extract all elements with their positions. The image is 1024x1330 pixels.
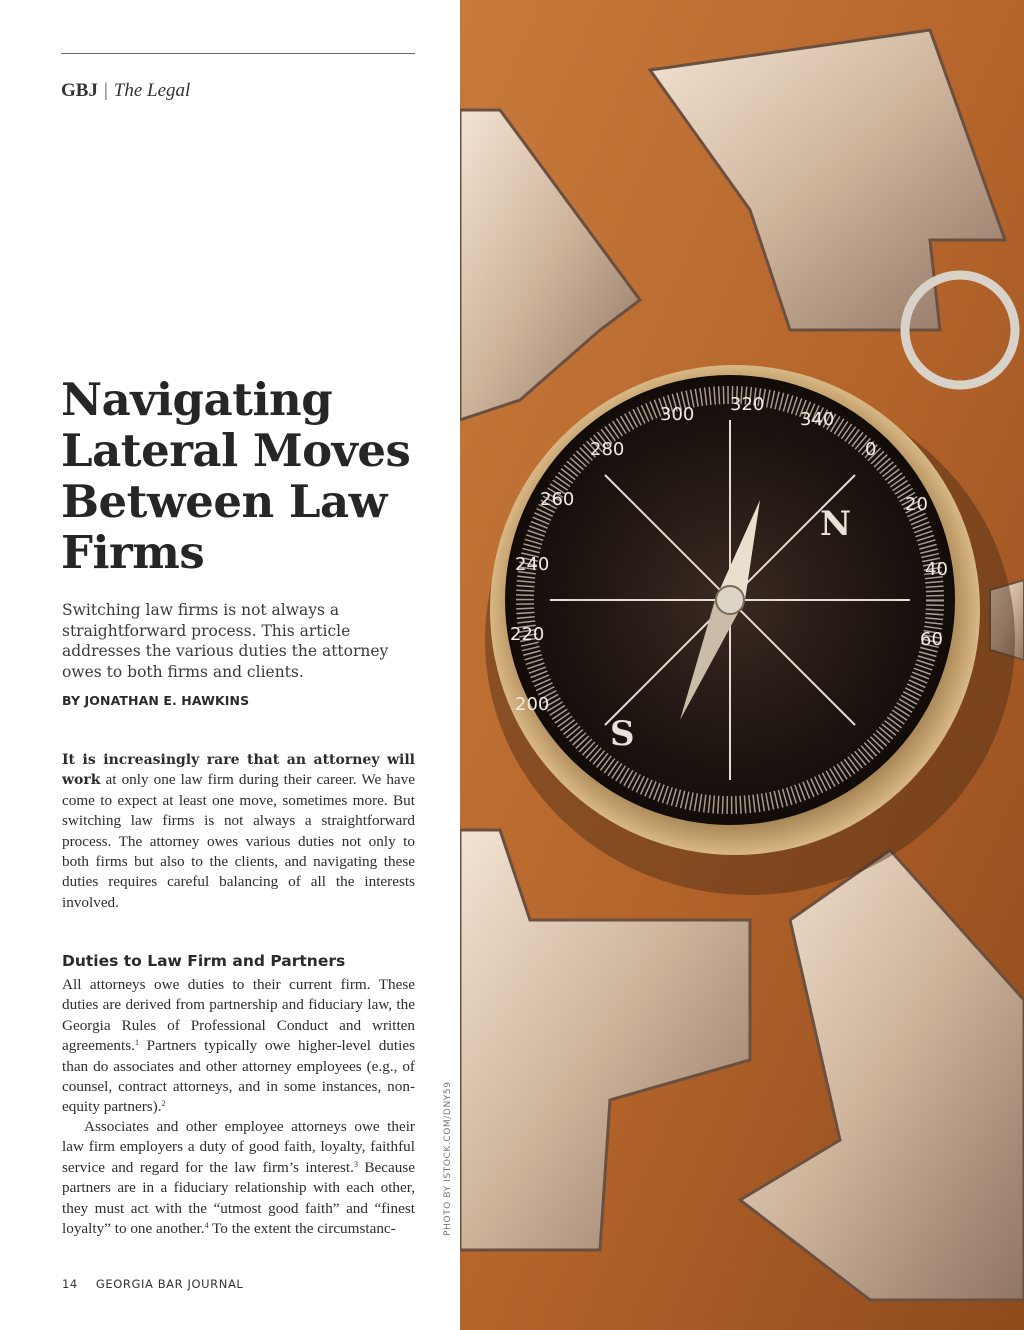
intro-text: at only one law firm during their career. We have come to expect at least one move, sometimes more. But switching law firms is not always a straightforward process. The attorney owes various duties not only to both firms but also to the clients, and navigating these duties requires careful balancing of all the interests involved. (62, 771, 415, 911)
section-header (61, 80, 190, 102)
paragraph-text: All attorneys owe duties to their current firm. These duties are derived from partnership and fiduciary law, the Georgia Rules of Professional Conduct and written agreements. (62, 976, 415, 1055)
page-number: 14 (62, 1277, 78, 1291)
header-rule (61, 53, 415, 54)
paragraph-text: Because partners are in a fiduciary relationship with each other, they must act with the “utmost good faith” and “finest loyalty” to one another. (62, 1158, 415, 1238)
compass-pivot-icon (716, 586, 744, 614)
body-paragraph (62, 975, 415, 1118)
degree-label: 0 (865, 439, 877, 460)
degree-label: 20 (905, 494, 928, 515)
section-subhead: Duties to Law Firm and Partners (62, 952, 346, 970)
degree-label: 280 (590, 439, 625, 460)
publication-name: GEORGIA BAR JOURNAL (95, 1277, 244, 1291)
compass-letter-s: S (610, 714, 635, 754)
text-column (0, 0, 460, 1330)
paragraph-text: Partners typically owe higher-level duties than do associates and other attorney employees (e.g., of counsel, contract attorneys, and in some instances, non-equity partners). (62, 1037, 415, 1116)
byline: BY JONATHAN E. HAWKINS (62, 693, 250, 708)
header-separator: | (103, 80, 108, 101)
degree-label: 260 (540, 489, 575, 510)
article-title: Navigating Lateral Moves Between Law Firms (61, 373, 411, 579)
degree-label: 240 (515, 554, 550, 575)
paragraph-text: Associates and other employee attorneys owe their law firm employers a duty of good faith, loyalty, faithful service and regard for the law firm’s interest. (62, 1118, 415, 1176)
paragraph-text: To the extent the circumstanc- (208, 1220, 396, 1238)
journal-abbr: GBJ (61, 80, 98, 101)
footnote-ref[interactable]: 3 (353, 1159, 358, 1169)
compass-photo (460, 0, 1024, 1330)
article-deck: Switching law firms is not always a straightforward process. This article addresses the various duties the attorney owes to both firms and clients. (62, 601, 389, 681)
compass-letter-n: N (820, 504, 852, 544)
body-paragraph (62, 1117, 415, 1239)
intro-lead: It is increasingly rare that an attorney will work (62, 752, 415, 789)
degree-label: 340 (800, 409, 835, 430)
intro-paragraph (62, 750, 415, 913)
degree-label: 40 (925, 559, 948, 580)
footnote-ref[interactable]: 4 (204, 1221, 209, 1231)
page-footer (62, 1277, 243, 1291)
footnote-ref[interactable]: 2 (161, 1099, 166, 1109)
section-name: The Legal (113, 80, 191, 101)
degree-label: 60 (920, 629, 943, 650)
degree-label: 300 (660, 404, 695, 425)
photo-credit: PHOTO BY ISTOCK.COM/DNY59 (443, 1081, 453, 1236)
degree-label: 200 (515, 694, 550, 715)
degree-label: 220 (510, 624, 545, 645)
degree-label: 320 (730, 394, 765, 415)
footnote-ref[interactable]: 1 (134, 1038, 139, 1048)
